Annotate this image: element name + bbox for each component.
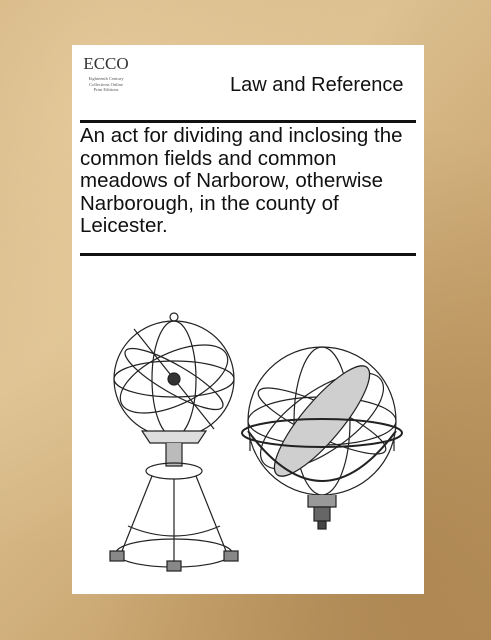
- logo-subtitle-line: Eighteenth Century: [88, 76, 124, 81]
- armillary-sphere-on-stand-icon: [110, 313, 238, 571]
- logo-subtitle-line: Print Editions: [93, 87, 119, 92]
- armillary-sphere-globe-icon: [242, 347, 402, 529]
- bottom-rule: [80, 253, 416, 256]
- engraving-illustration: [82, 301, 414, 587]
- book-cover: [72, 45, 424, 594]
- publisher-logo: [76, 53, 136, 123]
- logo-mark: ECCO: [83, 54, 129, 73]
- logo-subtitle-line: Collections Online: [89, 81, 123, 87]
- top-rule: [80, 120, 416, 123]
- category-label: Law and Reference: [230, 74, 404, 96]
- logo-subtitle: [76, 76, 136, 93]
- book-title: An act for dividing and inclosing the common fields and common meadows of Narborow, otherwise Narborough, in the county of Leicester.: [80, 124, 403, 237]
